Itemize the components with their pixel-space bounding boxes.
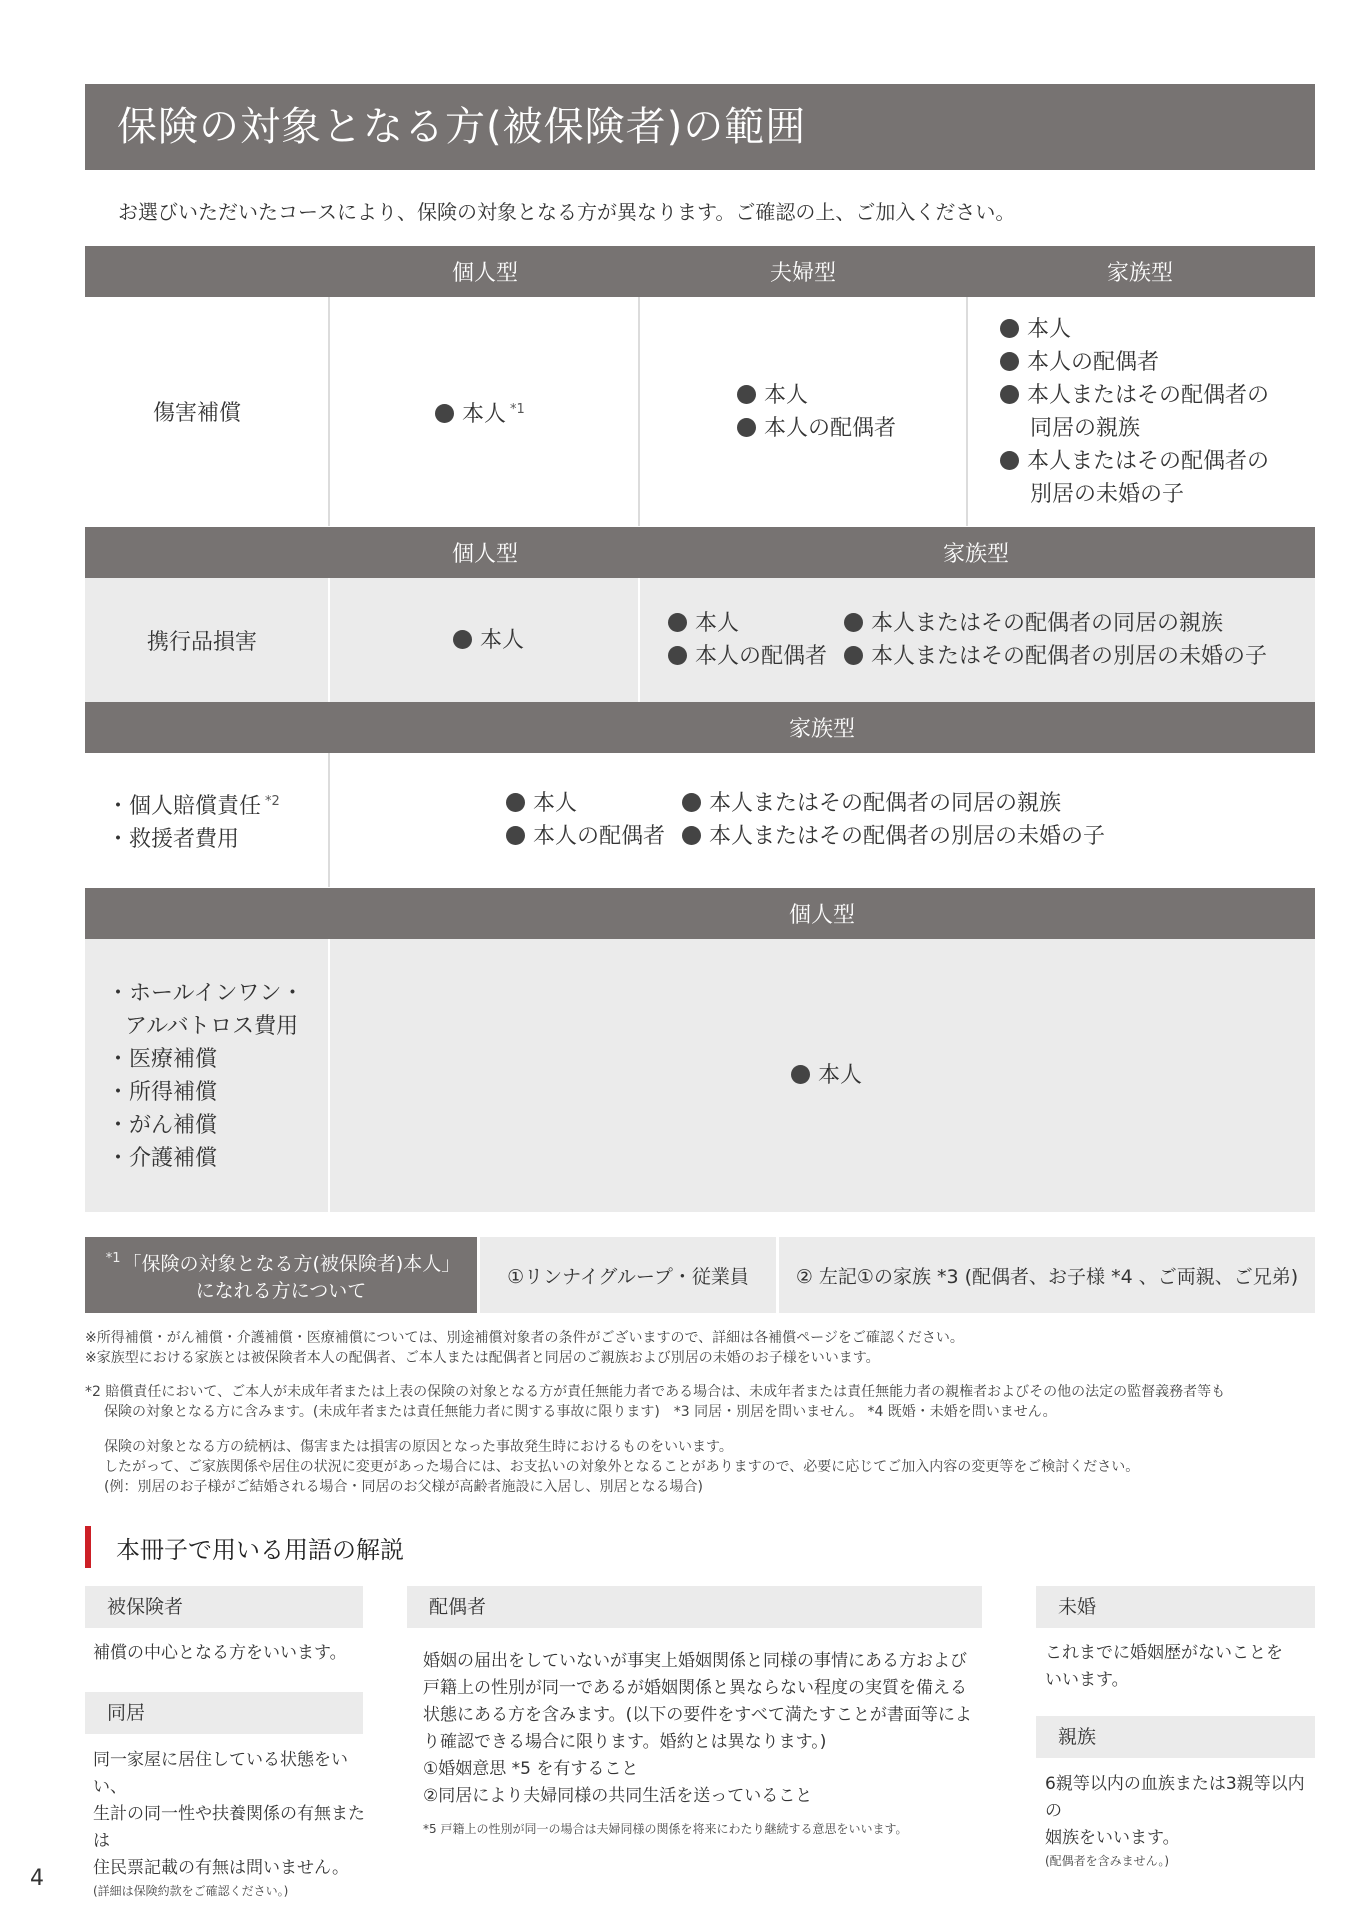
- header-kazoku: 家族型: [942, 542, 1010, 567]
- note-box-honnin: $^{*1}$ 「保険の対象となる方(被保険者)本人」 になれる方について: [85, 1237, 477, 1313]
- bullet-icon: [435, 404, 454, 423]
- table3-header: [85, 702, 1315, 753]
- row-label: ・個人賠償責任 $^{*2}$: [107, 793, 280, 819]
- bullet-icon: [737, 385, 756, 404]
- page-number: 4: [30, 1866, 44, 1891]
- list-item: 本人 $^{*1}$: [435, 393, 525, 431]
- list-item: 本人: [1000, 313, 1269, 346]
- list-item: 本人: [668, 607, 827, 640]
- bullet-icon: [682, 793, 701, 812]
- bullet-icon: [682, 826, 701, 845]
- row-label-shougai: 傷害補償: [153, 401, 242, 426]
- note-line: ※所得補償・がん補償・介護補償・医療補償については、別途補償対象者の条件がございますので、詳細は各補償ページをご確認ください。: [85, 1330, 964, 1346]
- bullet-icon: [737, 418, 756, 437]
- section-title: 本冊子で用いる用語の解説: [116, 1536, 404, 1564]
- bullet-icon: [844, 646, 863, 665]
- term-text-doukyo: 同一家屋に居住している状態をいい、 生計の同一性や扶養関係の有無または 住民票記載の有無は問いません。 (詳細は保険約款をご確認ください。): [93, 1750, 365, 1898]
- note-line: 保険の対象となる方に含みます。(未成年者または責任無能力者に関する事故に限ります) *3 同居・別居を問いません。 *4 既婚・未婚を問いません。: [104, 1404, 1057, 1420]
- header-kojin: 個人型: [451, 542, 519, 567]
- list-item: 本人またはその配偶者の: [1000, 379, 1269, 412]
- section-marker: [85, 1526, 91, 1568]
- bullet-icon: [668, 613, 687, 632]
- list-item: 本人の配偶者: [737, 412, 896, 445]
- row-label: ・救援者費用: [107, 826, 240, 852]
- term-text-mikon: これまでに婚姻歴がないことを いいます。: [1045, 1643, 1283, 1690]
- list-item: 本人またはその配偶者の別居の未婚の子: [682, 820, 1105, 853]
- table2-header: [85, 527, 1315, 578]
- term-text-shinzoku: 6親等以内の血族または3親等以内の 姻族をいいます。 (配偶者を含みません。): [1045, 1774, 1305, 1868]
- row-label: ・医療補償: [107, 1046, 218, 1072]
- note-line: 保険の対象となる方の続柄は、傷害または損害の原因となった事故発生時におけるものをいいます。: [104, 1439, 733, 1455]
- note-line: ※家族型における家族とは被保険者本人の配偶者、ご本人または配偶者と同居のご親族および別居の未婚のお子様をいいます。: [85, 1350, 880, 1366]
- note-box-group: ①リンナイグループ・従業員: [480, 1237, 776, 1313]
- bullet-icon: [844, 613, 863, 632]
- bullet-icon: [453, 630, 472, 649]
- header-kojin: 個人型: [451, 261, 519, 286]
- intro-text: お選びいただいたコースにより、保険の対象となる方が異なります。ご確認の上、ご加入ください。: [118, 200, 1016, 224]
- list-item: 本人の配偶者: [668, 640, 827, 673]
- header-fuufu: 夫婦型: [769, 261, 837, 286]
- header-kazoku: 家族型: [788, 717, 856, 742]
- table2-row: [85, 578, 1315, 702]
- row-label: ・がん補償: [107, 1112, 218, 1138]
- list-item-cont: 同居の親族: [1030, 415, 1141, 441]
- table3-row: [85, 753, 1315, 887]
- note-line: したがって、ご家族関係や居住の状況に変更があった場合には、お支払いの対象外となることがありますので、必要に応じてご加入内容の変更等をご検討ください。: [104, 1459, 1140, 1475]
- row-label: ・所得補償: [107, 1079, 218, 1105]
- note-line: (例：別居のお子様がご結婚される場合・同居のお父様が高齢者施設に入居し、別居となる場合): [104, 1479, 703, 1495]
- list-item: 本人の配偶者: [1000, 346, 1269, 379]
- note-box-family: ② 左記①の家族 *3 (配偶者、お子様 *4 、ご両親、ご兄弟): [779, 1237, 1315, 1313]
- list-item: 本人: [737, 379, 896, 412]
- list-item: 本人: [453, 624, 524, 657]
- term-heading-mikon: 未婚: [1036, 1586, 1315, 1628]
- list-item-cont: 別居の未婚の子: [1030, 481, 1185, 507]
- list-item: 本人: [791, 1059, 862, 1092]
- list-item: 本人: [506, 787, 665, 820]
- header-kazoku: 家族型: [1106, 261, 1174, 286]
- list-item: 本人またはその配偶者の別居の未婚の子: [844, 640, 1267, 673]
- list-item: 本人またはその配偶者の同居の親族: [844, 607, 1267, 640]
- header-kojin: 個人型: [788, 903, 856, 928]
- bullet-icon: [1000, 451, 1019, 470]
- bullet-icon: [506, 826, 525, 845]
- term-heading-haigusha: 配偶者: [407, 1586, 982, 1628]
- bullet-icon: [1000, 385, 1019, 404]
- list-item: 本人またはその配偶者の同居の親族: [682, 787, 1105, 820]
- row-label: アルバトロス費用: [125, 1013, 299, 1039]
- list-item: 本人の配偶者: [506, 820, 665, 853]
- table4-header: [85, 888, 1315, 939]
- row-label: ・介護補償: [107, 1145, 218, 1171]
- row-label: ・ホールインワン・: [107, 980, 304, 1006]
- table1-row: [85, 297, 1315, 526]
- term-heading-doukyo: 同居: [85, 1692, 363, 1734]
- bullet-icon: [791, 1065, 810, 1084]
- term-text-haigusha: 婚姻の届出をしていないが事実上婚姻関係と同様の事情にある方および 戸籍上の性別が同一であるが婚姻関係と異ならない程度の実質を備える 状態にある方を含みます。(以下の要件をすべて満たすことが書面等によ り確認できる場合に限ります。婚約とは異なります。) ①婚姻意思 *5 を有すること ②同居により夫婦同様の共同生活を送っていること *5 戸籍上の性別が同一の場合は夫婦同様の関係を将来にわたり継続する意思をいいます。: [423, 1651, 972, 1836]
- bullet-icon: [668, 646, 687, 665]
- row-label-keikouhin: 携行品損害: [147, 629, 258, 655]
- bullet-icon: [506, 793, 525, 812]
- bullet-icon: [1000, 352, 1019, 371]
- term-text-hihokensha: 補償の中心となる方をいいます。: [93, 1643, 347, 1663]
- table4-row: [85, 939, 1315, 1212]
- term-heading-hihokensha: 被保険者: [85, 1586, 363, 1628]
- note-line: *2 賠償責任において、ご本人が未成年者または上表の保険の対象となる方が責任無能力者である場合は、未成年者または責任無能力者の親権者およびその他の法定の監督義務者等も: [85, 1384, 1226, 1400]
- page-title: 保険の対象となる方(被保険者)の範囲: [85, 84, 1315, 170]
- list-item: 本人またはその配偶者の: [1000, 445, 1269, 478]
- table1-header: [85, 246, 1315, 297]
- term-heading-shinzoku: 親族: [1036, 1716, 1315, 1758]
- bullet-icon: [1000, 319, 1019, 338]
